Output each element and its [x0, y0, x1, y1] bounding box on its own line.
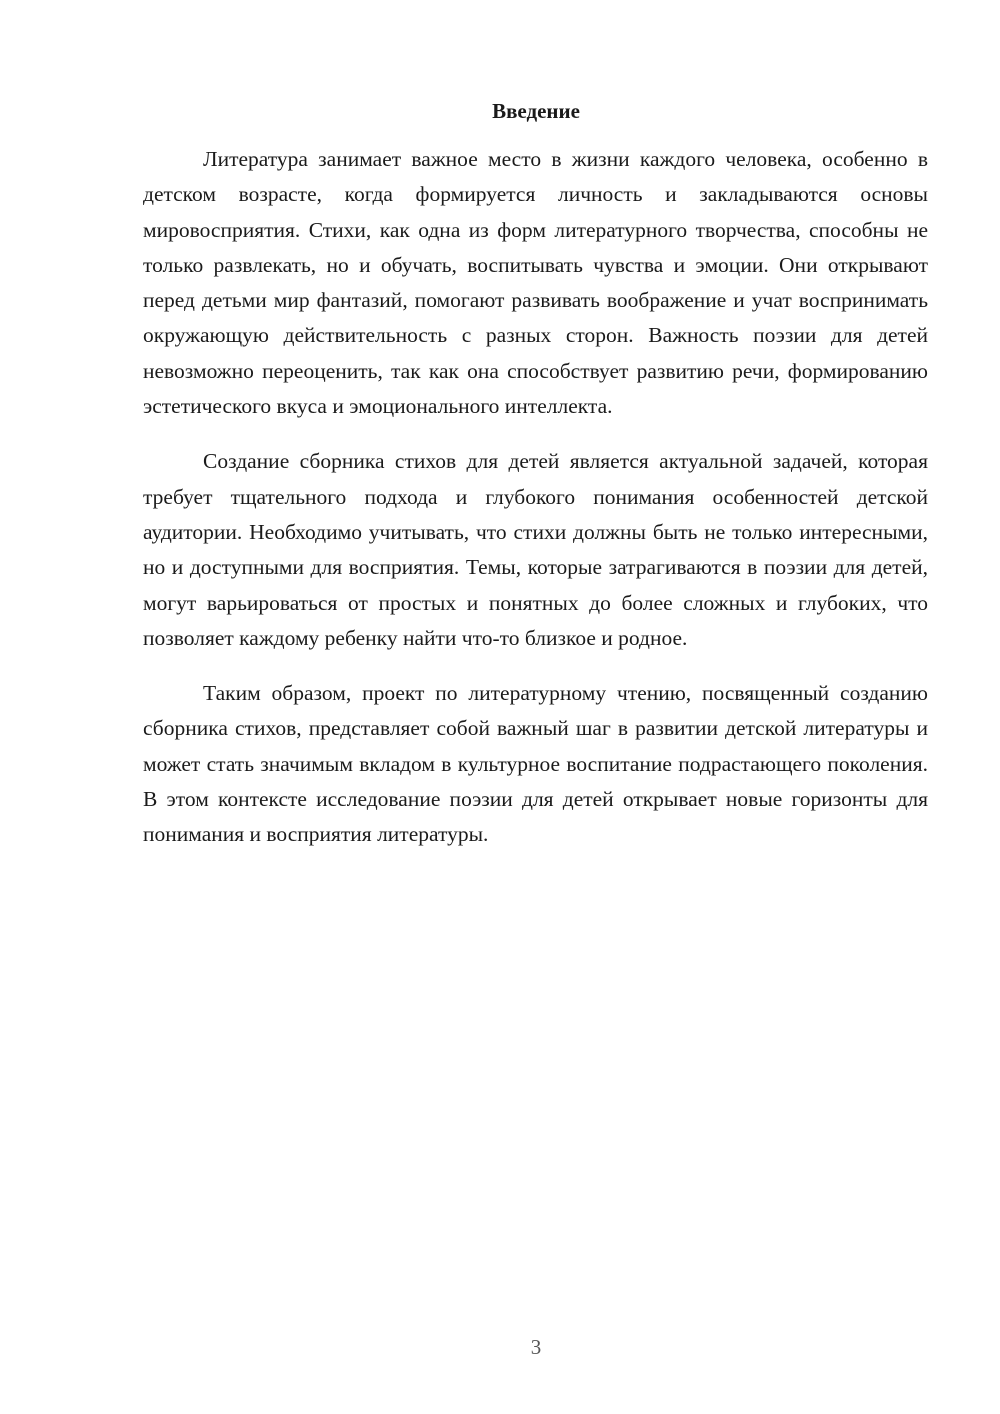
- paragraph-2: Создание сборника стихов для детей является актуальной задачей, которая требует тщательного подхода и глубокого понимания особенностей детской аудитории. Необходимо учитывать, что стихи должны быть не только интересными, но и доступными для восприятия. Темы, которые затрагиваются в поэзии для детей, могут варьироваться от простых и понятных до более сложных и глубоких, что позволяет каждому ребенку найти что-то близкое и родное.: [143, 449, 928, 650]
- paragraph-1: Литература занимает важное место в жизни каждого человека, особенно в детском возрасте, когда формируется личность и закладываются основы мировосприятия. Стихи, как одна из форм литературного творчества, способны не только развлекать, но и обучать, воспитывать чувства и эмоции. Они открывают перед детьми мир фантазий, помогают развивать воображение и учат воспринимать окружающую действительность с разных сторон. Важность поэзии для детей невозможно переоценить, так как она способствует развитию речи, формированию эстетического вкуса и эмоционального интеллекта.: [143, 147, 928, 419]
- page-number: 3: [530, 1335, 542, 1359]
- body-text: [143, 142, 928, 853]
- page-title: Введение: [492, 99, 580, 123]
- paragraph-3: Таким образом, проект по литературному чтению, посвященный созданию сборника стихов, представляет собой важный шаг в развитии детской литературы и может стать значимым вкладом в культурное воспитание подрастающего поколения. В этом контексте исследование поэзии для детей открывает новые горизонты для понимания и восприятия литературы.: [143, 681, 928, 847]
